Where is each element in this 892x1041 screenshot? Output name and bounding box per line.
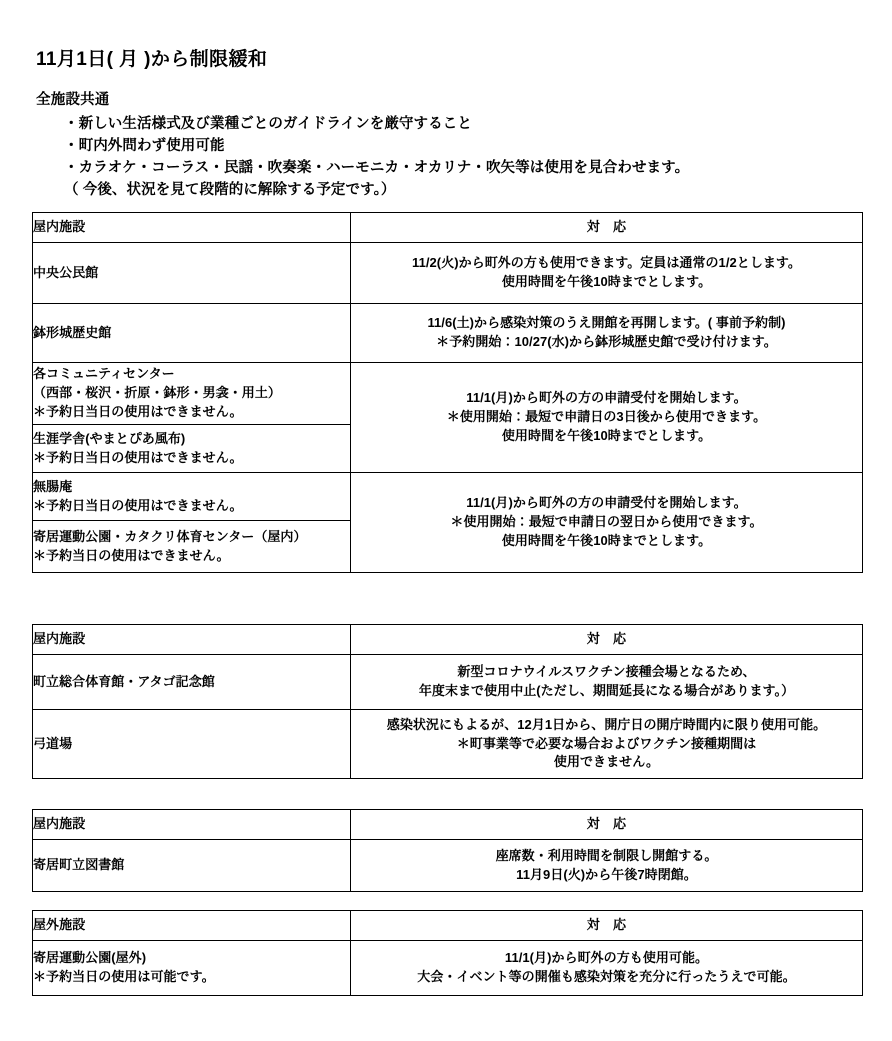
column-header-response: 対 応: [351, 213, 863, 243]
response-line: 使用時間を午後10時までとします。: [501, 274, 712, 289]
facility-line: 鉢形城歴史館: [33, 324, 112, 340]
indoor-facilities-table-3: [32, 809, 863, 892]
facility-note: ＊予約日当日の使用はできません。: [33, 403, 243, 419]
facility-line: 寄居運動公園・カタクリ体育センター（屋内）: [33, 528, 307, 544]
column-header-facility: 屋内施設: [33, 625, 351, 655]
response-line: ＊予約開始：10/27(水)から鉢形城歴史館で受け付けます。: [436, 334, 777, 349]
table-header-row: [33, 213, 863, 243]
facility-line: 生涯学舎(やまとぴあ風布): [33, 430, 186, 446]
table-row: [33, 243, 863, 304]
response-cell-merged: [351, 363, 863, 473]
facility-line: 無腸庵: [33, 478, 73, 494]
facility-line: （西部・桜沢・折原・鉢形・男衾・用土）: [33, 385, 281, 401]
response-cell: [351, 710, 863, 779]
table-row: [33, 840, 863, 892]
response-line: ＊使用開始：最短で申請日の3日後から使用できます。: [446, 409, 767, 425]
response-cell: [351, 941, 863, 996]
table-row: [33, 473, 863, 521]
response-line: 座席数・利用時間を制限し開館する。: [495, 847, 718, 863]
response-line: 新型コロナウイルスワクチン接種会場となるため、: [457, 664, 756, 680]
outdoor-facilities-table: [32, 910, 863, 996]
facility-line: 各コミュニティセンター: [33, 366, 175, 382]
facility-name-cell: [33, 840, 351, 892]
response-line: ＊町事業等で必要な場合およびワクチン接種期間は: [456, 735, 757, 751]
indoor-facilities-table-1: [32, 212, 863, 573]
column-header-response: 対 応: [351, 625, 863, 655]
table-header-row: [33, 911, 863, 941]
facility-line: 寄居町立図書館: [33, 857, 125, 873]
table-header-row: [33, 625, 863, 655]
response-line: 大会・イベント等の開催も感染対策を充分に行ったうえで可能。: [417, 969, 796, 984]
column-header-facility: 屋内施設: [33, 810, 351, 840]
facility-line: 寄居運動公園(屋外): [33, 950, 147, 966]
facility-name-cell: [33, 473, 351, 521]
facility-name-cell: [33, 363, 351, 425]
facility-name-cell: [33, 425, 351, 473]
facility-note: ＊予約当日の使用は可能です。: [33, 969, 215, 984]
page-title: 11月1日( 月 )から制限緩和: [36, 48, 268, 70]
facility-line: 中央公民館: [33, 264, 99, 280]
common-rule-item: ・カラオケ・コーラス・民謡・吹奏楽・ハーモニカ・オカリナ・吹矢等は使用を見合わせます。: [64, 159, 690, 176]
column-header-facility: 屋外施設: [33, 911, 351, 941]
indoor-facilities-table-2: [32, 624, 863, 779]
common-rules-section: [36, 90, 856, 201]
common-rules-heading: 全施設共通: [36, 92, 110, 108]
facility-name-cell: [33, 941, 351, 996]
column-header-facility: 屋内施設: [33, 213, 351, 243]
response-line: 11/2(火)から町外の方も使用できます。定員は通常の1/2とします。: [412, 255, 801, 271]
table-row: [33, 363, 863, 425]
response-line: 11月9日(火)から午後7時閉館。: [516, 866, 697, 882]
response-cell: [351, 840, 863, 892]
facility-name-cell: [33, 655, 351, 710]
table-row: [33, 655, 863, 710]
response-line: 11/6(土)から感染対策のうえ開館を再開します。( 事前予約制): [427, 315, 786, 331]
table-row: [33, 710, 863, 779]
column-header-response: 対 応: [351, 911, 863, 941]
response-line: 使用時間を午後10時までとします。: [501, 427, 712, 443]
facility-note: ＊予約当日の使用はできません。: [33, 547, 230, 563]
column-header-response: 対 応: [351, 810, 863, 840]
table-row: [33, 941, 863, 996]
common-rule-item: ・町内外問わず使用可能: [64, 137, 225, 154]
response-line: ＊使用開始：最短で申請日の翌日から使用できます。: [450, 514, 763, 530]
facility-name-cell: [33, 243, 351, 304]
facility-name-cell: [33, 304, 351, 363]
response-cell: [351, 655, 863, 710]
response-line: 11/1(月)から町外の方も使用可能。: [504, 950, 709, 966]
response-cell: [351, 304, 863, 363]
table-header-row: [33, 810, 863, 840]
response-line: 使用できません。: [553, 754, 660, 770]
facility-name-cell: [33, 521, 351, 573]
common-rules-list: [36, 113, 856, 201]
facility-line: 町立総合体育館・アタゴ記念館: [33, 673, 215, 689]
facility-name-cell: [33, 710, 351, 779]
response-line: 使用時間を午後10時までとします。: [501, 532, 712, 548]
common-rule-item: ・新しい生活様式及び業種ごとのガイドラインを厳守すること: [64, 115, 472, 132]
facility-note: ＊予約日当日の使用はできません。: [33, 497, 243, 513]
facility-line: 弓道場: [33, 735, 73, 751]
common-rule-item: （ 今後、状況を見て段階的に解除する予定です。）: [64, 181, 396, 198]
response-cell: [351, 243, 863, 304]
response-cell-merged: [351, 473, 863, 573]
table-row: [33, 304, 863, 363]
facility-note: ＊予約日当日の使用はできません。: [33, 449, 243, 465]
response-line: 感染状況にもよるが、12月1日から、開庁日の開庁時間内に限り使用可能。: [386, 716, 827, 732]
response-line: 11/1(月)から町外の方の申請受付を開始します。: [466, 495, 747, 511]
response-line: 年度末まで使用中止(ただし、期間延長になる場合があります。）: [418, 683, 795, 698]
response-line: 11/1(月)から町外の方の申請受付を開始します。: [466, 390, 747, 406]
